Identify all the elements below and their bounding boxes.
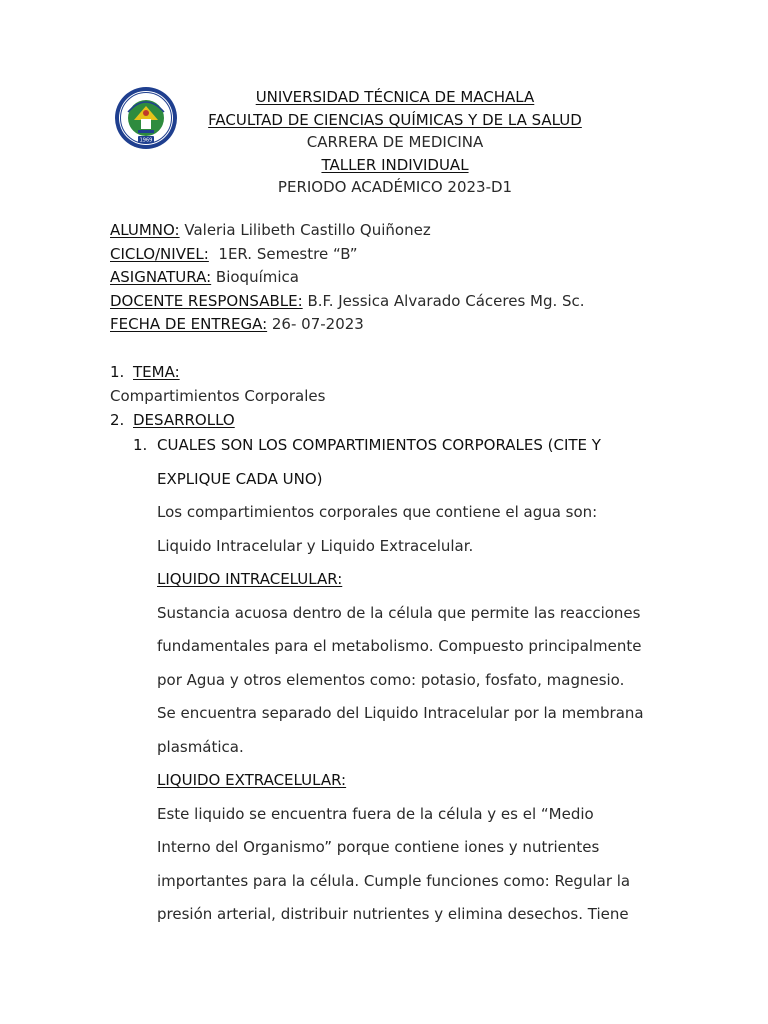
- document-header: [150, 86, 640, 199]
- question-line-2: EXPLIQUE CADA UNO): [157, 469, 323, 488]
- paragraph-line: Se encuentra separado del Liquido Intracelular por la membrana: [157, 704, 644, 722]
- paragraph-line: Interno del Organismo” porque contiene iones y nutrientes: [157, 838, 600, 856]
- alumno-value: Valeria Lilibeth Castillo Quiñonez: [179, 221, 431, 239]
- academic-period: PERIODO ACADÉMICO 2023-D1: [277, 178, 513, 196]
- paragraph-line: fundamentales para el metabolismo. Compuesto principalmente: [157, 637, 642, 655]
- subheading-intracelular: LIQUIDO INTRACELULAR:: [157, 570, 343, 588]
- paragraph-line: importantes para la célula. Cumple funciones como: Regular la: [157, 871, 631, 890]
- assignment-type: TALLER INDIVIDUAL: [321, 155, 469, 174]
- question-text: CUALES SON LOS COMPARTIMIENTOS CORPORALES (CITE Y: [157, 436, 601, 454]
- asignatura-value: Bioquímica: [211, 268, 299, 286]
- docente-label: DOCENTE RESPONSABLE:: [110, 291, 303, 310]
- docente-value: B.F. Jessica Alvarado Cáceres Mg. Sc.: [302, 291, 585, 310]
- fecha-value: 26- 07-2023: [267, 315, 364, 333]
- section-title: TEMA:: [133, 363, 180, 381]
- paragraph-line: plasmática.: [157, 737, 244, 756]
- docente-row: [110, 290, 710, 314]
- asignatura-row: [110, 266, 710, 290]
- question-number: 1.: [133, 436, 148, 454]
- paragraph-line: presión arterial, distribuir nutrientes y elimina desechos. Tiene: [157, 905, 629, 923]
- question-line-1: [133, 429, 677, 463]
- svg-text:1969: 1969: [139, 137, 153, 144]
- ciclo-value: 1ER. Semestre “B”: [208, 244, 358, 263]
- faculty-name: FACULTAD DE CIENCIAS QUÍMICAS Y DE LA SALUD: [208, 110, 582, 129]
- subheading-extracelular: LIQUIDO EXTRACELULAR:: [157, 771, 347, 789]
- tema-text: Compartimientos Corporales: [110, 387, 326, 405]
- alumno-row: [110, 219, 710, 243]
- section-number: 1.: [110, 363, 125, 381]
- paragraph-line: Los compartimientos corporales que contiene el agua son:: [157, 503, 598, 521]
- ciclo-label: CICLO/NIVEL:: [110, 244, 209, 263]
- paragraph-line: por Agua y otros elementos como: potasio, fosfato, magnesio.: [157, 670, 625, 689]
- desarrollo-content: [133, 429, 677, 932]
- career-name: CARRERA DE MEDICINA: [306, 133, 484, 151]
- student-info: [110, 219, 710, 337]
- paragraph-line: Liquido Intracelular y Liquido Extracelular.: [157, 536, 474, 555]
- section-desarrollo-heading: [110, 411, 235, 429]
- paragraph-line: Este liquido se encuentra fuera de la célula y es el “Medio: [157, 804, 594, 823]
- section-number: 2.: [110, 411, 125, 429]
- section-tema-heading: [110, 363, 180, 381]
- fecha-row: [110, 313, 710, 337]
- ciclo-row: [110, 243, 710, 267]
- section-title: DESARROLLO: [133, 411, 235, 429]
- fecha-label: FECHA DE ENTREGA:: [110, 315, 268, 333]
- asignatura-label: ASIGNATURA:: [110, 268, 212, 286]
- university-name: UNIVERSIDAD TÉCNICA DE MACHALA: [255, 88, 535, 106]
- paragraph-line: Sustancia acuosa dentro de la célula que permite las reacciones: [157, 603, 641, 622]
- alumno-label: ALUMNO:: [110, 221, 180, 239]
